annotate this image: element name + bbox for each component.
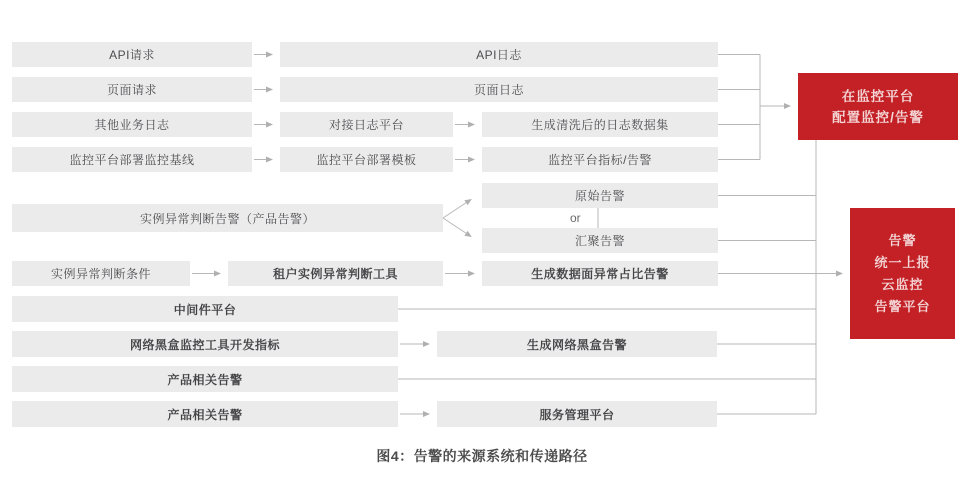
red-box-line: 告警	[888, 232, 917, 248]
node-monitor-config-red-box	[798, 73, 958, 140]
red-box-line: 云监控	[881, 276, 924, 292]
figure-caption: 图4：告警的来源系统和传递路径	[376, 448, 588, 464]
node-blackbox-tool-metrics: 网络黑盒监控工具开发指标	[12, 331, 398, 357]
node-aggregated-alarm: 汇聚告警	[482, 228, 718, 253]
node-unified-report-red-box	[850, 208, 955, 339]
node-dataplane-ratio-alarm: 生成数据面异常占比告警	[482, 261, 718, 286]
node-other-business-log: 其他业务日志	[12, 112, 252, 137]
node-instance-abnormal-alarm: 实例异常判断告警（产品告警）	[12, 204, 443, 232]
node-service-mgmt-platform: 服务管理平台	[437, 401, 717, 427]
node-monitor-metrics-alarm: 监控平台指标/告警	[482, 147, 718, 172]
red-box-line: 配置监控/告警	[832, 109, 924, 125]
node-instance-abnormal-condition: 实例异常判断条件	[12, 261, 190, 286]
red-box-line: 告警平台	[874, 298, 931, 314]
node-blackbox-alarm: 生成网络黑盒告警	[437, 331, 717, 357]
node-log-platform-connect: 对接日志平台	[280, 112, 453, 137]
node-raw-alarm: 原始告警	[482, 183, 718, 208]
node-product-alarm-1: 产品相关告警	[12, 366, 398, 392]
node-page-log: 页面日志	[280, 77, 718, 102]
node-tenant-instance-tool: 租户实例异常判断工具	[228, 261, 443, 286]
node-api-log: API日志	[280, 42, 718, 67]
red-box-line: 统一上报	[874, 254, 931, 270]
node-api-request: API请求	[12, 42, 252, 67]
red-box-line: 在监控平台	[841, 88, 915, 104]
node-product-alarm-2: 产品相关告警	[12, 401, 398, 427]
node-cleaned-log-dataset: 生成清洗后的日志数据集	[482, 112, 718, 137]
node-page-request: 页面请求	[12, 77, 252, 102]
node-monitor-template: 监控平台部署模板	[280, 147, 453, 172]
or-label: or	[570, 211, 581, 225]
node-middleware-platform: 中间件平台	[12, 296, 398, 322]
node-monitor-baseline: 监控平台部署监控基线	[12, 147, 252, 172]
